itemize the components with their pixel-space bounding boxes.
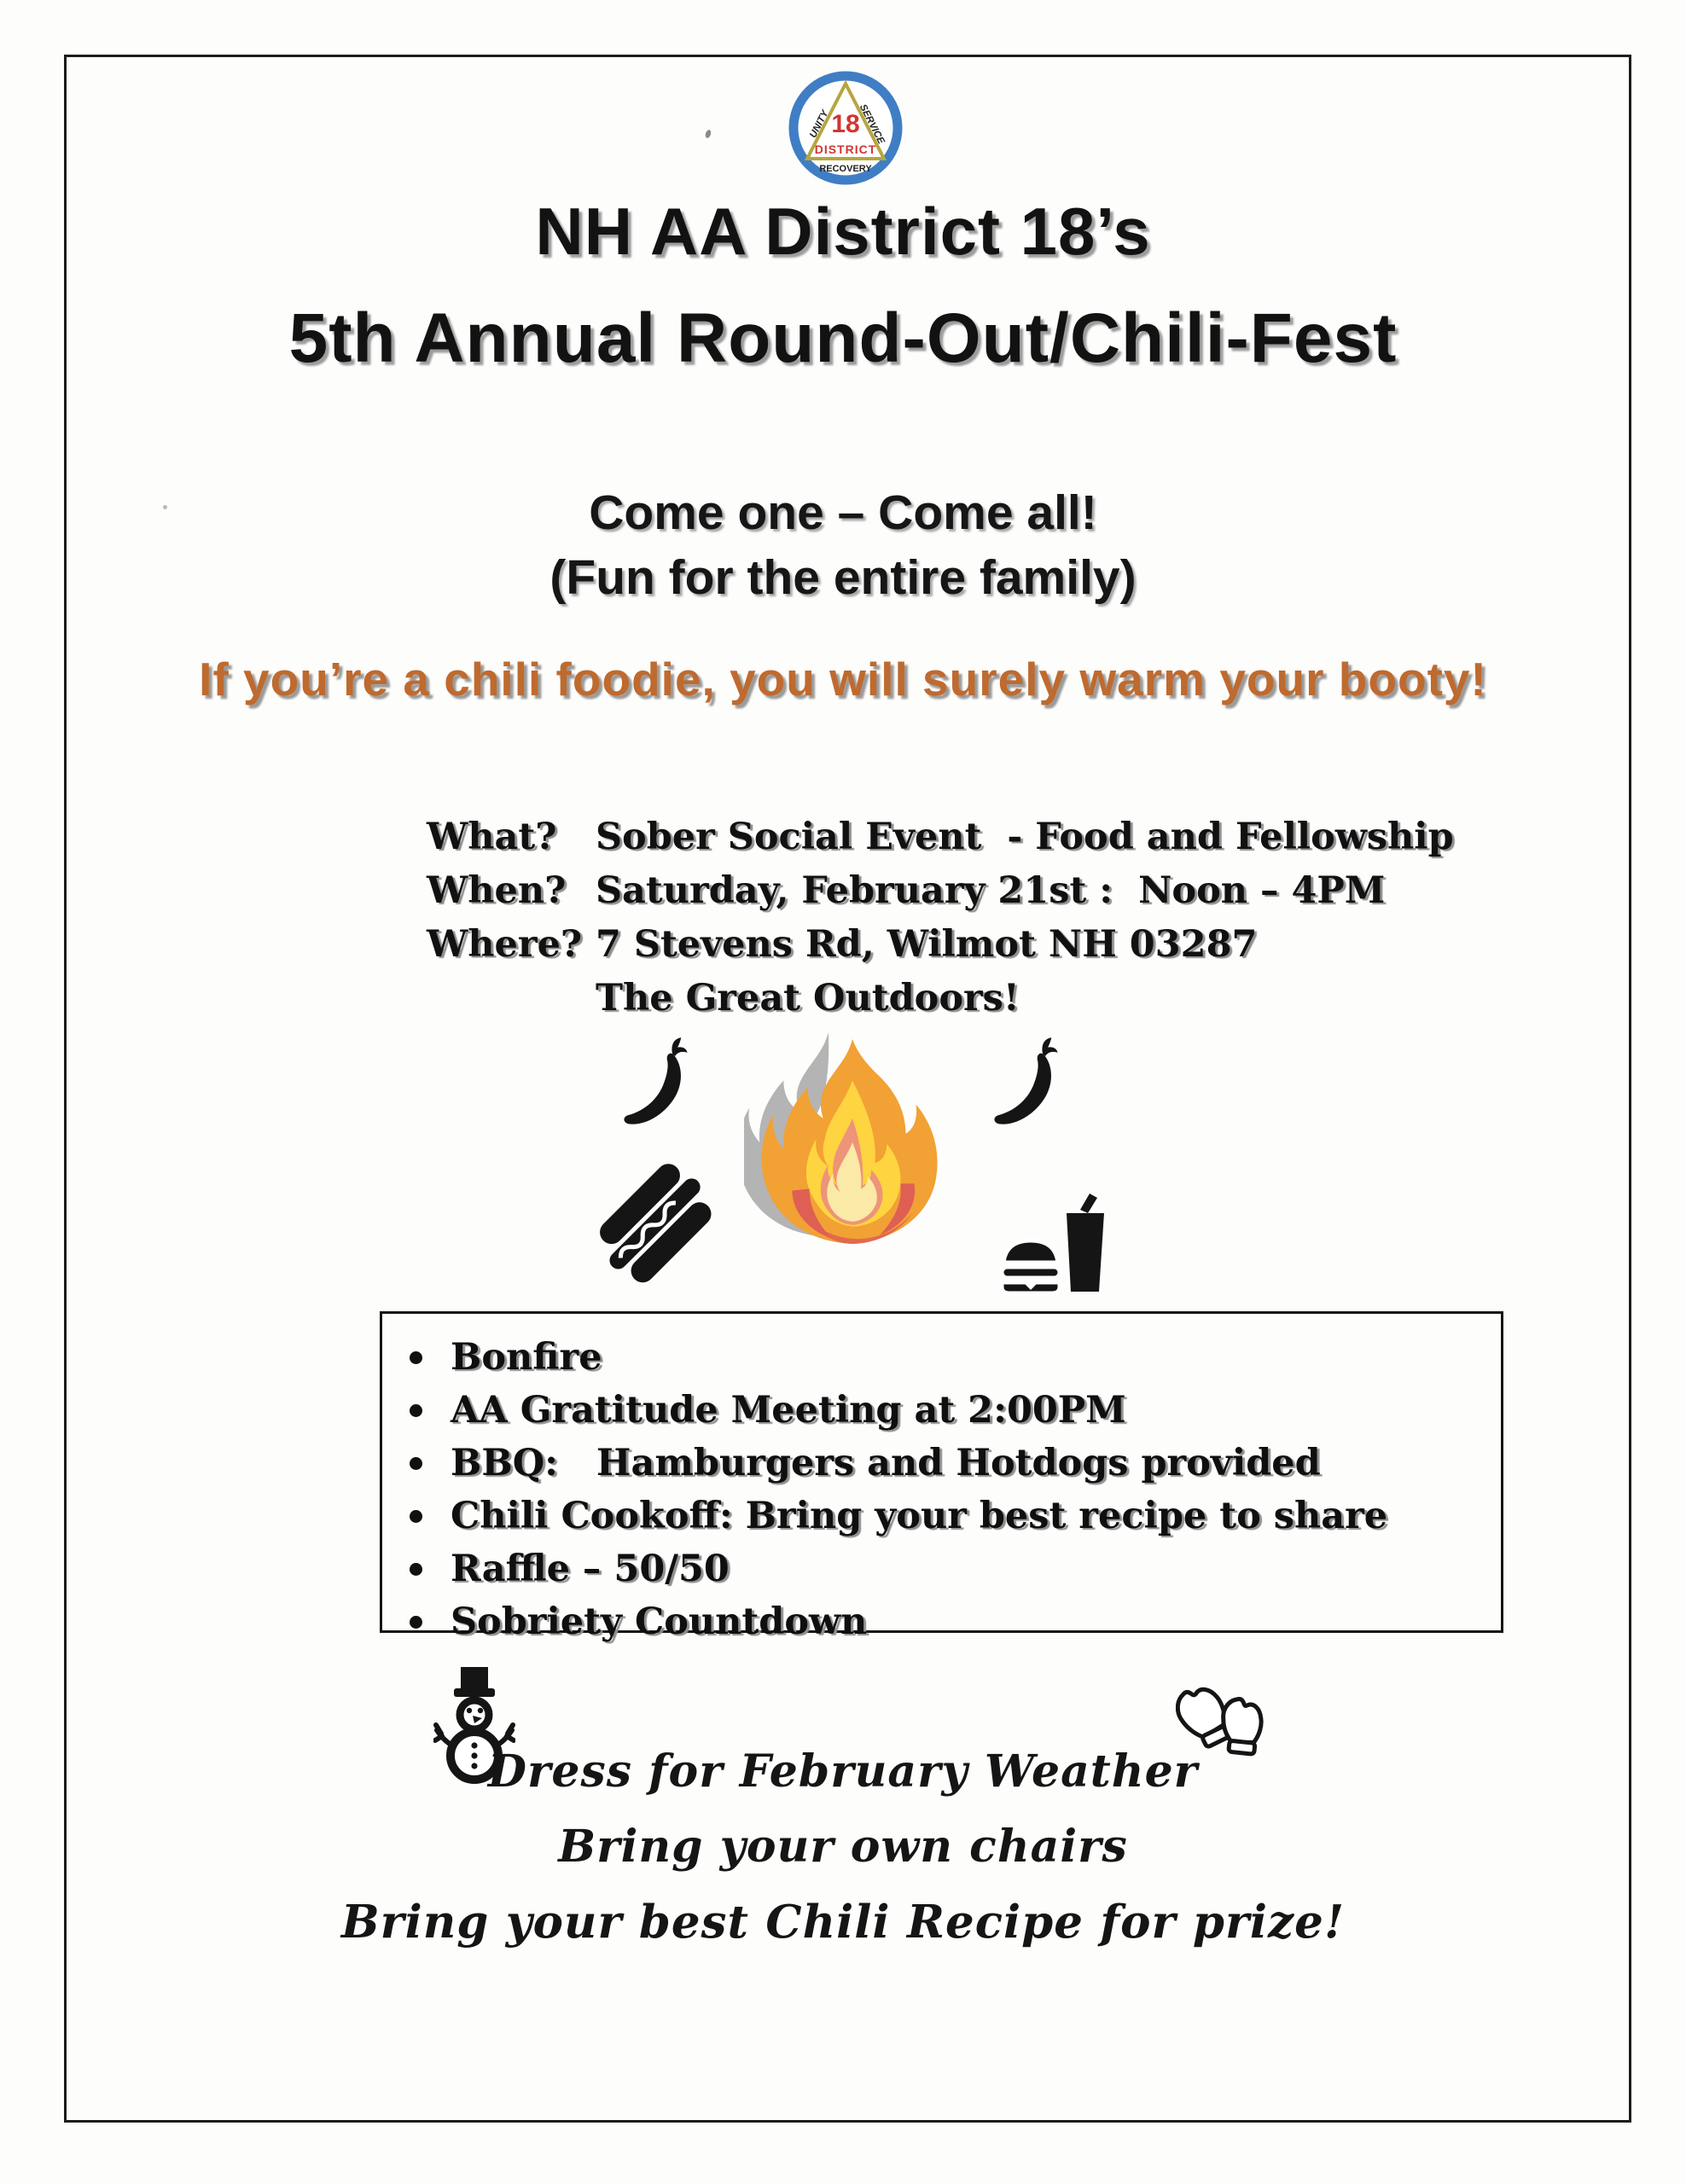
footer-line-prize: Bring your best Chili Recipe for prize! xyxy=(340,1896,1346,1949)
footer-line-chairs: Bring your own chairs xyxy=(558,1821,1128,1873)
bullet-dot xyxy=(410,1457,422,1470)
page-title-line2: 5th Annual Round-Out/Chili-Fest xyxy=(288,299,1398,377)
logo-district-label: DISTRICT xyxy=(814,142,877,156)
detail-label: What? xyxy=(427,816,557,858)
hotdog-icon xyxy=(587,1153,725,1292)
activity-label: Sobriety Countdown xyxy=(451,1600,868,1643)
detail-value: Saturday, February 21st : Noon – 4PM xyxy=(596,869,1386,912)
detail-value: Sober Social Event - Food and Fellowship xyxy=(596,816,1454,858)
logo-recovery-label: RECOVERY xyxy=(819,164,872,174)
subtitle-line2: (Fun for the entire family) xyxy=(549,550,1137,605)
page-title-line1: NH AA District 18’s xyxy=(535,194,1151,269)
event-details xyxy=(427,810,1454,1025)
activity-label: Chili Cookoff: Bring your best recipe to share xyxy=(451,1495,1388,1537)
chili-pepper-icon xyxy=(988,1036,1069,1131)
activity-item xyxy=(408,1542,1501,1595)
bullet-dot xyxy=(410,1351,422,1364)
subtitle-line1: Come one – Come all! xyxy=(589,485,1097,540)
logo-service-label: SERVICE xyxy=(857,102,887,146)
scan-speck xyxy=(163,505,167,509)
activity-item xyxy=(408,1384,1501,1437)
burger-and-drink-icon xyxy=(991,1191,1107,1298)
detail-row-when xyxy=(427,864,1454,918)
detail-label xyxy=(427,972,596,1025)
activity-label: Raffle – 50/50 xyxy=(451,1548,730,1590)
activity-label: AA Gratitude Meeting at 2:00PM xyxy=(451,1389,1126,1432)
activity-item xyxy=(408,1595,1501,1648)
bullet-dot xyxy=(410,1616,422,1629)
activity-item xyxy=(408,1437,1501,1490)
tagline: If you’re a chili foodie, you will surely warm your booty! xyxy=(199,653,1487,706)
activities-box xyxy=(380,1311,1503,1643)
detail-row-what xyxy=(427,810,1454,864)
footer-line-weather: Dress for February Weather xyxy=(487,1745,1199,1798)
activity-item xyxy=(408,1331,1501,1384)
detail-label: Where? xyxy=(427,923,583,966)
bullet-dot xyxy=(410,1404,422,1417)
logo-number: 18 xyxy=(831,110,860,138)
activity-label: Bonfire xyxy=(451,1336,602,1379)
chili-pepper-icon xyxy=(618,1036,699,1131)
bullet-dot xyxy=(410,1510,422,1523)
bullet-dot xyxy=(410,1563,422,1576)
district-18-logo xyxy=(788,71,903,185)
activities-list xyxy=(382,1314,1501,1648)
detail-row-venue xyxy=(427,972,1454,1025)
activity-item xyxy=(408,1490,1501,1542)
activity-label: BBQ: Hamburgers and Hotdogs provided xyxy=(451,1442,1321,1484)
detail-row-where xyxy=(427,918,1454,972)
logo-unity-label: UNITY xyxy=(808,108,831,140)
detail-value: The Great Outdoors! xyxy=(596,977,1020,1019)
detail-value: 7 Stevens Rd, Wilmot NH 03287 xyxy=(596,923,1258,966)
detail-label: When? xyxy=(427,869,567,912)
bonfire-flame-icon xyxy=(744,1025,959,1256)
